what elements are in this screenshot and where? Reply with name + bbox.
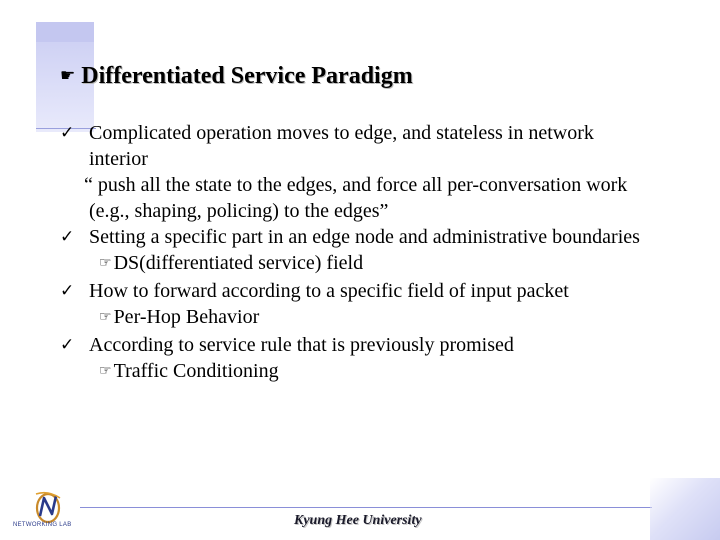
quote-text: “ push all the state to the edges, and force all per-conversation work (e.g., shaping, policing) to the edges” [84, 174, 628, 222]
pointing-finger-icon: ☞ [99, 363, 112, 379]
sub-bullet-item [99, 358, 650, 386]
sub-bullet-text: Per-Hop Behavior [113, 306, 260, 328]
sub-bullet-text: DS(differentiated service) field [113, 252, 364, 274]
checkmark-icon: ✓ [60, 123, 75, 143]
title-text: Differentiated Service Paradigm [81, 62, 413, 89]
bullet-text: How to forward according to a specific field of input packet [89, 280, 569, 302]
bullet-item [60, 278, 650, 304]
bullet-item [60, 224, 650, 250]
decorative-corner-shade [650, 478, 720, 540]
checkmark-icon: ✓ [60, 335, 75, 355]
bullet-text: Complicated operation moves to edge, and stateless in network interior [89, 122, 594, 170]
footer-university: Kyung Hee University [294, 513, 422, 528]
sub-bullet-item [99, 304, 650, 332]
sub-bullet-text: Traffic Conditioning [113, 360, 279, 382]
logo-caption: NETWORKING LAB [13, 522, 72, 528]
sub-bullet-item [99, 250, 650, 278]
slide-body [60, 120, 650, 386]
decorative-title-block-top [36, 22, 94, 42]
checkmark-icon: ✓ [60, 227, 75, 247]
pointing-finger-icon: ☞ [99, 309, 112, 325]
bullet-item [60, 120, 650, 172]
pointing-finger-icon: ☞ [99, 255, 112, 271]
bullet-item [60, 332, 650, 358]
bullet-text: Setting a specific part in an edge node and administrative boundaries [89, 226, 640, 248]
bullet-text: According to service rule that is previously promised [89, 334, 514, 356]
footer-divider [80, 507, 652, 508]
checkmark-icon: ✓ [60, 281, 75, 301]
slide-title [60, 58, 413, 94]
pointer-hand-icon: ☛ [60, 65, 76, 86]
